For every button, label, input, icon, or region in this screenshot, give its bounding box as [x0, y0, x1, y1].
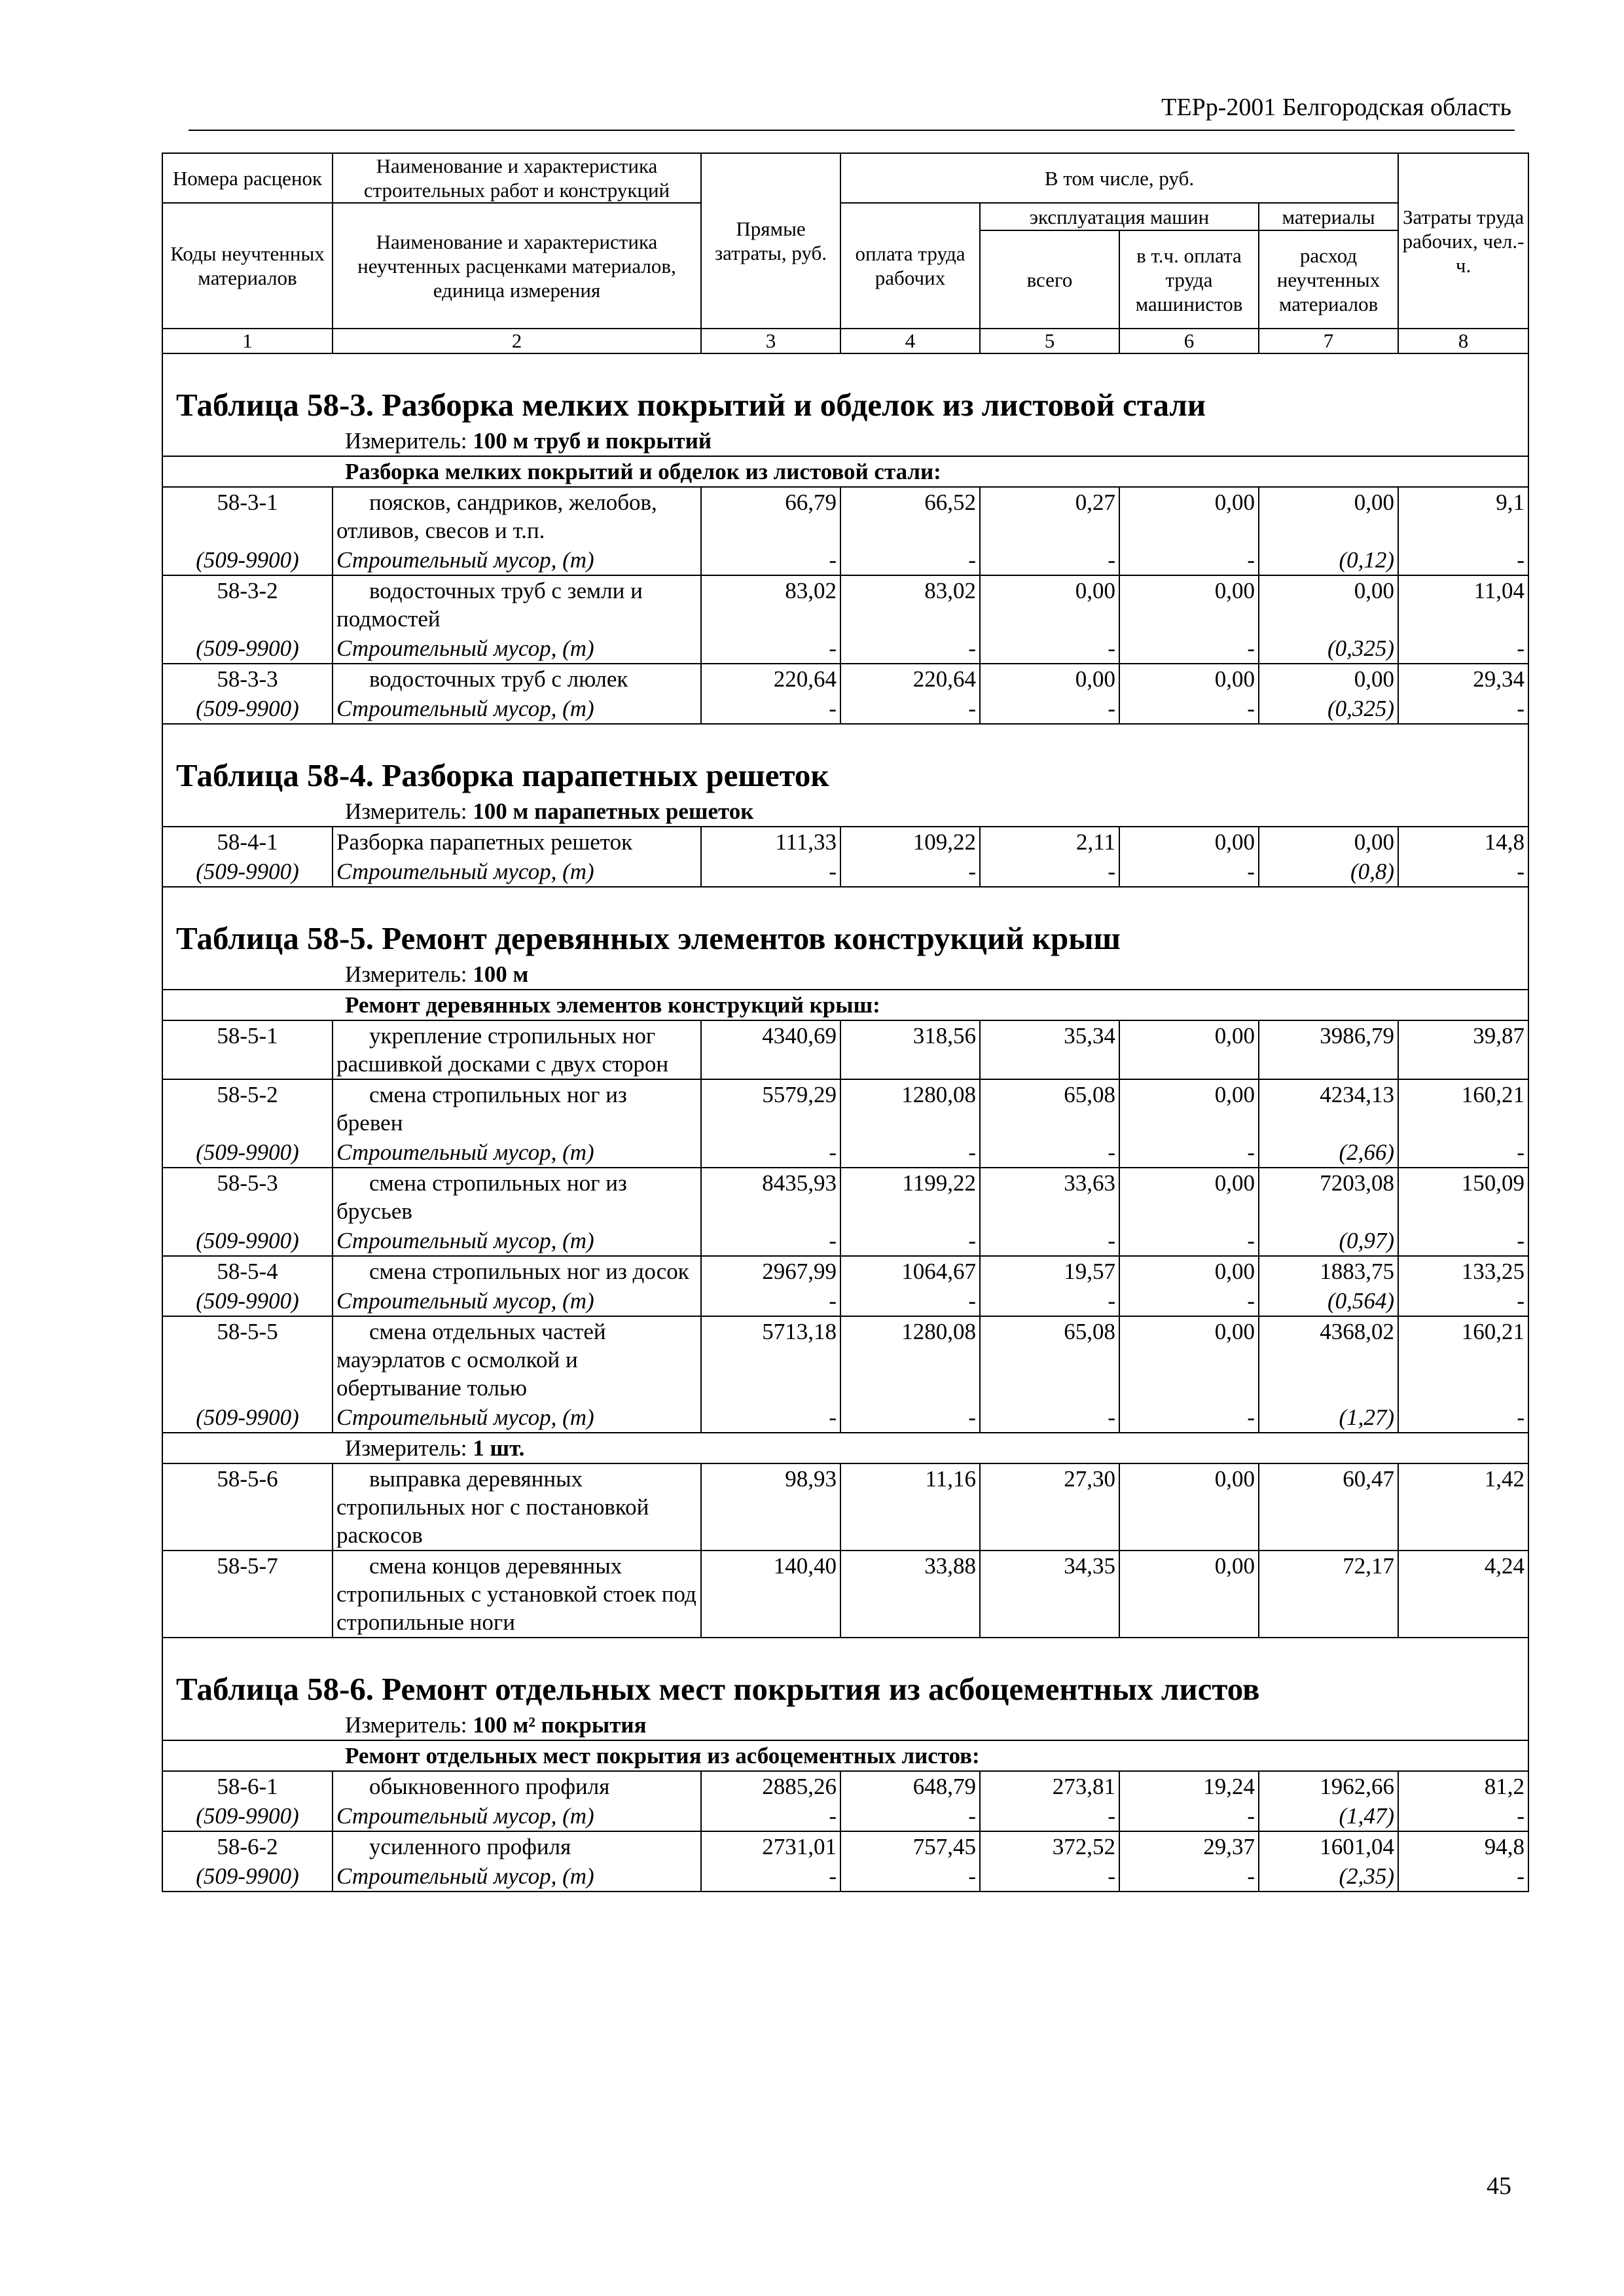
page-header-title: ТЕРр-2001 Белгородская область: [1161, 94, 1511, 121]
rate-c5: 65,08: [980, 1316, 1119, 1403]
rate-name-text: смена стропильных ног из бревен: [336, 1082, 627, 1136]
rate-c3: 111,33: [701, 827, 840, 857]
material-c3: -: [701, 694, 840, 724]
rate-c5: 0,00: [980, 664, 1119, 694]
rate-c6: 19,24: [1119, 1771, 1259, 1801]
material-c6: -: [1119, 1226, 1259, 1256]
material-c3: -: [701, 634, 840, 664]
group-title-text: Ремонт отдельных мест покрытия из асбоцементных листов:: [345, 1743, 980, 1768]
rate-c5: 65,08: [980, 1079, 1119, 1138]
material-code: (509-9900): [162, 857, 333, 887]
measure-label: Измеритель:: [345, 961, 467, 987]
material-name: Строительный мусор, (т): [333, 1801, 701, 1831]
table-body: [162, 353, 1528, 1892]
measure-line-cell: [162, 426, 1528, 456]
rate-c8: 94,8: [1398, 1831, 1528, 1861]
measure-line: [162, 426, 1528, 456]
rate-name: [333, 827, 701, 857]
material-c3: -: [701, 1861, 840, 1892]
material-code: (509-9900): [162, 1403, 333, 1433]
header-rule: [189, 130, 1515, 131]
group-title-cell: [162, 1740, 1528, 1771]
material-c6: -: [1119, 1861, 1259, 1892]
material-c3: -: [701, 857, 840, 887]
material-c8: -: [1398, 1226, 1528, 1256]
table-row: [162, 487, 1528, 545]
rate-c8: 150,09: [1398, 1168, 1528, 1226]
material-name: Строительный мусор, (т): [333, 1138, 701, 1168]
measure-line: [162, 960, 1528, 990]
rate-c4: 83,02: [840, 575, 980, 634]
material-c3: -: [701, 545, 840, 575]
rate-c8: 133,25: [1398, 1256, 1528, 1286]
col-number: 1: [162, 329, 333, 353]
material-c4: -: [840, 634, 980, 664]
section-gap-cell: [162, 1638, 1528, 1668]
rate-c4: 109,22: [840, 827, 980, 857]
rate-c4: 1280,08: [840, 1079, 980, 1138]
rate-c6: 0,00: [1119, 575, 1259, 634]
table-row: [162, 1771, 1528, 1801]
table-row: [162, 575, 1528, 634]
rate-code: 58-6-1: [162, 1771, 333, 1801]
material-code: (509-9900): [162, 1286, 333, 1316]
rate-name-text: укрепление стропильных ног расшивкой досками с двух сторон: [336, 1023, 669, 1077]
material-row: [162, 634, 1528, 664]
measure-line: [162, 1433, 1528, 1463]
table-row: [162, 1168, 1528, 1226]
material-c7: (0,325): [1259, 694, 1398, 724]
measure-line: [162, 797, 1528, 827]
material-c7: (1,47): [1259, 1801, 1398, 1831]
rate-c8: 29,34: [1398, 664, 1528, 694]
measure-value: 100 м² покрытия: [473, 1712, 647, 1738]
measure-line-cell: [162, 1433, 1528, 1463]
material-row: [162, 857, 1528, 887]
col1-bottom-label: Коды неучтенных материалов: [162, 203, 333, 329]
rates-table: [162, 152, 1529, 1892]
material-c8: -: [1398, 694, 1528, 724]
section-title: [162, 1668, 1528, 1710]
col-number: 5: [980, 329, 1119, 353]
rate-c3: 5579,29: [701, 1079, 840, 1138]
group-title: [162, 1740, 1528, 1771]
rate-name-text: смена концов деревянных стропильных с установкой стоек под стропильные ноги: [336, 1553, 696, 1635]
rate-c5: 2,11: [980, 827, 1119, 857]
rate-name-text: выправка деревянных стропильных ног с постановкой раскосов: [336, 1466, 649, 1548]
measure-value: 100 м парапетных решеток: [473, 798, 754, 824]
material-code: (509-9900): [162, 1226, 333, 1256]
table-row: [162, 1256, 1528, 1286]
material-row: [162, 1138, 1528, 1168]
rate-name-text: водосточных труб с земли и подмостей: [336, 578, 643, 632]
material-c6: -: [1119, 857, 1259, 887]
material-c8: -: [1398, 1286, 1528, 1316]
rate-c5: 33,63: [980, 1168, 1119, 1226]
rate-name: [333, 575, 701, 634]
rate-name-text: смена стропильных ног из брусьев: [336, 1170, 627, 1224]
measure-line: [162, 1710, 1528, 1740]
measure-line-cell: [162, 960, 1528, 990]
material-c7: (1,27): [1259, 1403, 1398, 1433]
rate-name: [333, 1020, 701, 1079]
measure-value: 1 шт.: [473, 1435, 525, 1461]
rate-name: [333, 1831, 701, 1861]
rate-c3: 140,40: [701, 1551, 840, 1638]
rate-name: [333, 1551, 701, 1638]
rate-c3: 5713,18: [701, 1316, 840, 1403]
material-row: [162, 1226, 1528, 1256]
rate-c4: 318,56: [840, 1020, 980, 1079]
rate-c7: 4368,02: [1259, 1316, 1398, 1403]
material-c3: -: [701, 1286, 840, 1316]
rate-name: [333, 1316, 701, 1403]
rate-c4: 66,52: [840, 487, 980, 545]
material-c8: -: [1398, 1861, 1528, 1892]
material-c6: -: [1119, 1286, 1259, 1316]
section-title: [162, 918, 1528, 960]
rate-name: [333, 1771, 701, 1801]
rate-name: [333, 1463, 701, 1551]
material-c8: -: [1398, 545, 1528, 575]
group-title-cell: [162, 456, 1528, 487]
material-row: [162, 1286, 1528, 1316]
rate-c8: 4,24: [1398, 1551, 1528, 1638]
material-c4: -: [840, 1138, 980, 1168]
rate-c8: 160,21: [1398, 1316, 1528, 1403]
rate-c6: 0,00: [1119, 1020, 1259, 1079]
measure-value: 100 м труб и покрытий: [473, 428, 712, 454]
col4-label: оплата труда рабочих: [840, 203, 980, 329]
rate-code: 58-5-1: [162, 1020, 333, 1079]
rate-c5: 35,34: [980, 1020, 1119, 1079]
rate-code: 58-5-2: [162, 1079, 333, 1138]
rate-code: 58-5-5: [162, 1316, 333, 1403]
rate-c6: 0,00: [1119, 1551, 1259, 1638]
material-c6: -: [1119, 634, 1259, 664]
material-code: (509-9900): [162, 545, 333, 575]
group-title-text: Ремонт деревянных элементов конструкций крыш:: [345, 992, 880, 1018]
rate-c7: 0,00: [1259, 827, 1398, 857]
material-c6: -: [1119, 1801, 1259, 1831]
table-row: [162, 1079, 1528, 1138]
material-row: [162, 1403, 1528, 1433]
material-c5: -: [980, 1403, 1119, 1433]
section-title: [162, 755, 1528, 797]
section-title-text: Таблица 58-4. Разборка парапетных решеток: [176, 757, 829, 793]
section-title: [162, 384, 1528, 426]
material-c5: -: [980, 1286, 1119, 1316]
rate-c6: 0,00: [1119, 827, 1259, 857]
material-c8: -: [1398, 1403, 1528, 1433]
rate-c5: 273,81: [980, 1771, 1119, 1801]
materials-label: материалы: [1259, 203, 1398, 230]
rate-name-text: Разборка парапетных решеток: [336, 829, 633, 855]
section-title-cell: [162, 384, 1528, 426]
section-title-cell: [162, 1668, 1528, 1710]
rate-c3: 8435,93: [701, 1168, 840, 1226]
section-title-cell: [162, 755, 1528, 797]
material-c5: -: [980, 1138, 1119, 1168]
rate-c3: 2885,26: [701, 1771, 840, 1801]
table-header: [162, 153, 1528, 353]
col7-label: расход неучтенных материалов: [1259, 230, 1398, 329]
material-c8: -: [1398, 1801, 1528, 1831]
section-gap-cell: [162, 887, 1528, 918]
rate-code: 58-5-7: [162, 1551, 333, 1638]
rate-c6: 0,00: [1119, 1079, 1259, 1138]
measure-label: Измеритель:: [345, 798, 467, 824]
measure-label: Измеритель:: [345, 1435, 467, 1461]
rate-name-text: усиленного профиля: [369, 1834, 571, 1859]
material-c4: -: [840, 694, 980, 724]
section-title-text: Таблица 58-3. Разборка мелких покрытий и обделок из листовой стали: [176, 387, 1206, 423]
rate-c5: 34,35: [980, 1551, 1119, 1638]
rate-c6: 0,00: [1119, 1168, 1259, 1226]
material-code: (509-9900): [162, 1861, 333, 1892]
rate-c7: 72,17: [1259, 1551, 1398, 1638]
material-c3: -: [701, 1138, 840, 1168]
rate-c3: 98,93: [701, 1463, 840, 1551]
material-code: (509-9900): [162, 634, 333, 664]
material-row: [162, 1861, 1528, 1892]
rate-code: 58-5-3: [162, 1168, 333, 1226]
section-gap: [162, 353, 1528, 384]
material-c5: -: [980, 545, 1119, 575]
rate-c5: 19,57: [980, 1256, 1119, 1286]
group-title: [162, 456, 1528, 487]
material-c4: -: [840, 1861, 980, 1892]
section-title-cell: [162, 918, 1528, 960]
material-name: Строительный мусор, (т): [333, 1861, 701, 1892]
rate-c4: 1199,22: [840, 1168, 980, 1226]
section-title-text: Таблица 58-6. Ремонт отдельных мест покрытия из асбоцементных листов: [176, 1671, 1260, 1707]
rate-c3: 66,79: [701, 487, 840, 545]
rate-name: [333, 664, 701, 694]
col5-label: всего: [980, 230, 1119, 329]
material-code: (509-9900): [162, 1801, 333, 1831]
col-number: 2: [333, 329, 701, 353]
rate-name-text: водосточных труб с люлек: [369, 666, 628, 692]
col-number: 8: [1398, 329, 1528, 353]
rate-c6: 0,00: [1119, 1256, 1259, 1286]
material-code: (509-9900): [162, 694, 333, 724]
rate-c8: 160,21: [1398, 1079, 1528, 1138]
material-c8: -: [1398, 1138, 1528, 1168]
rate-name: [333, 487, 701, 545]
material-c7: (2,66): [1259, 1138, 1398, 1168]
material-c7: (0,12): [1259, 545, 1398, 575]
material-c4: -: [840, 1801, 980, 1831]
measure-label: Измеритель:: [345, 1712, 467, 1738]
table-row: [162, 1316, 1528, 1403]
rate-c4: 757,45: [840, 1831, 980, 1861]
rate-c6: 0,00: [1119, 1463, 1259, 1551]
rate-c3: 83,02: [701, 575, 840, 634]
table-row: [162, 1831, 1528, 1861]
rate-c3: 2731,01: [701, 1831, 840, 1861]
rate-code: 58-5-4: [162, 1256, 333, 1286]
material-name: Строительный мусор, (т): [333, 545, 701, 575]
material-name: Строительный мусор, (т): [333, 1286, 701, 1316]
rate-c5: 0,27: [980, 487, 1119, 545]
rate-code: 58-3-3: [162, 664, 333, 694]
section-gap: [162, 1638, 1528, 1668]
section-gap-cell: [162, 353, 1528, 384]
rate-c5: 0,00: [980, 575, 1119, 634]
rate-name: [333, 1079, 701, 1138]
col3-label: Прямые затраты, руб.: [701, 153, 840, 329]
material-c7: (0,8): [1259, 857, 1398, 887]
rate-code: 58-3-2: [162, 575, 333, 634]
col-number: 6: [1119, 329, 1259, 353]
material-c8: -: [1398, 857, 1528, 887]
measure-line-cell: [162, 797, 1528, 827]
rate-c7: 4234,13: [1259, 1079, 1398, 1138]
rate-c4: 1280,08: [840, 1316, 980, 1403]
table-row: [162, 827, 1528, 857]
measure-line-cell: [162, 1710, 1528, 1740]
material-name: Строительный мусор, (т): [333, 694, 701, 724]
rate-c8: 14,8: [1398, 827, 1528, 857]
rate-c7: 0,00: [1259, 664, 1398, 694]
table-row: [162, 1463, 1528, 1551]
material-name: Строительный мусор, (т): [333, 1226, 701, 1256]
material-row: [162, 545, 1528, 575]
col2-top-label: Наименование и характеристика строительных работ и конструкций: [333, 153, 701, 203]
rate-c8: 1,42: [1398, 1463, 1528, 1551]
page-number: 45: [1487, 2172, 1511, 2200]
material-c7: (0,325): [1259, 634, 1398, 664]
rate-c7: 60,47: [1259, 1463, 1398, 1551]
table-row: [162, 1020, 1528, 1079]
section-gap: [162, 724, 1528, 755]
rate-code: 58-6-2: [162, 1831, 333, 1861]
rate-c7: 7203,08: [1259, 1168, 1398, 1226]
material-c5: -: [980, 857, 1119, 887]
material-c3: -: [701, 1226, 840, 1256]
rate-code: 58-5-6: [162, 1463, 333, 1551]
material-row: [162, 694, 1528, 724]
group-title: [162, 990, 1528, 1020]
col-number: 4: [840, 329, 980, 353]
group-title-text: Разборка мелких покрытий и обделок из листовой стали:: [345, 459, 941, 484]
rate-c3: 220,64: [701, 664, 840, 694]
table-row: [162, 1551, 1528, 1638]
material-c5: -: [980, 1861, 1119, 1892]
material-code: (509-9900): [162, 1138, 333, 1168]
material-c8: -: [1398, 634, 1528, 664]
table-row: [162, 664, 1528, 694]
rate-c7: 3986,79: [1259, 1020, 1398, 1079]
rate-name-text: обыкновенного профиля: [369, 1774, 610, 1799]
rate-c4: 648,79: [840, 1771, 980, 1801]
material-c3: -: [701, 1801, 840, 1831]
rate-c5: 372,52: [980, 1831, 1119, 1861]
col6-label: в т.ч. оплата труда машинистов: [1119, 230, 1259, 329]
material-row: [162, 1801, 1528, 1831]
measure-label: Измеритель:: [345, 428, 467, 454]
rate-c7: 0,00: [1259, 487, 1398, 545]
rate-c6: 29,37: [1119, 1831, 1259, 1861]
rate-c8: 11,04: [1398, 575, 1528, 634]
material-c6: -: [1119, 545, 1259, 575]
material-c6: -: [1119, 1403, 1259, 1433]
group-title-cell: [162, 990, 1528, 1020]
material-name: Строительный мусор, (т): [333, 857, 701, 887]
measure-value: 100 м: [473, 961, 529, 987]
group-label: В том числе, руб.: [840, 153, 1398, 203]
rate-c7: 1962,66: [1259, 1771, 1398, 1801]
rate-c8: 39,87: [1398, 1020, 1528, 1079]
rate-c7: 1601,04: [1259, 1831, 1398, 1861]
material-c7: (2,35): [1259, 1861, 1398, 1892]
rate-name: [333, 1168, 701, 1226]
rate-name: [333, 1256, 701, 1286]
col-number: 3: [701, 329, 840, 353]
rate-name-text: смена стропильных ног из досок: [369, 1259, 689, 1284]
rate-c4: 11,16: [840, 1463, 980, 1551]
col1-top-label: Номера расценок: [162, 153, 333, 203]
material-c4: -: [840, 1286, 980, 1316]
rate-code: 58-3-1: [162, 487, 333, 545]
rate-c6: 0,00: [1119, 1316, 1259, 1403]
col2-bottom-label: Наименование и характеристика неучтенных расценками материалов, единица измерения: [333, 203, 701, 329]
material-c5: -: [980, 634, 1119, 664]
rate-c5: 27,30: [980, 1463, 1119, 1551]
rate-c3: 2967,99: [701, 1256, 840, 1286]
rate-c8: 81,2: [1398, 1771, 1528, 1801]
rate-c4: 33,88: [840, 1551, 980, 1638]
rate-c7: 1883,75: [1259, 1256, 1398, 1286]
material-c4: -: [840, 1403, 980, 1433]
rate-c4: 220,64: [840, 664, 980, 694]
rate-c4: 1064,67: [840, 1256, 980, 1286]
material-c7: (0,564): [1259, 1286, 1398, 1316]
material-c6: -: [1119, 694, 1259, 724]
section-gap-cell: [162, 724, 1528, 755]
rate-code: 58-4-1: [162, 827, 333, 857]
material-c7: (0,97): [1259, 1226, 1398, 1256]
material-c5: -: [980, 694, 1119, 724]
material-c5: -: [980, 1801, 1119, 1831]
material-c6: -: [1119, 1138, 1259, 1168]
material-c3: -: [701, 1403, 840, 1433]
material-name: Строительный мусор, (т): [333, 1403, 701, 1433]
rate-c8: 9,1: [1398, 487, 1528, 545]
rate-c6: 0,00: [1119, 664, 1259, 694]
material-c4: -: [840, 857, 980, 887]
rate-c3: 4340,69: [701, 1020, 840, 1079]
rate-c6: 0,00: [1119, 487, 1259, 545]
material-c4: -: [840, 545, 980, 575]
col-number: 7: [1259, 329, 1398, 353]
rate-name-text: смена отдельных частей мауэрлатов с осмолкой и обертывание толью: [336, 1319, 606, 1401]
rate-c7: 0,00: [1259, 575, 1398, 634]
material-name: Строительный мусор, (т): [333, 634, 701, 664]
material-c4: -: [840, 1226, 980, 1256]
rate-name-text: поясков, сандриков, желобов, отливов, свесов и т.п.: [336, 490, 657, 543]
section-title-text: Таблица 58-5. Ремонт деревянных элементов конструкций крыш: [176, 920, 1121, 956]
machines-label: эксплуатация машин: [980, 203, 1259, 230]
col8-label: Затраты труда рабочих, чел.-ч.: [1398, 153, 1528, 329]
section-gap: [162, 887, 1528, 918]
material-c5: -: [980, 1226, 1119, 1256]
